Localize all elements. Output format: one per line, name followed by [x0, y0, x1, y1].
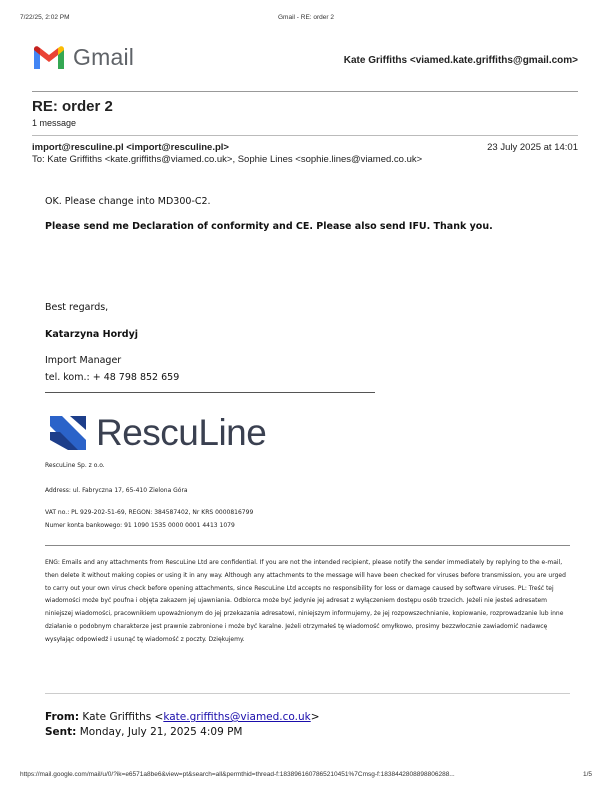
company-name: RescuLine Sp. z o.o.	[45, 462, 105, 469]
header-divider	[32, 91, 578, 92]
message-date: 23 July 2025 at 14:01	[487, 142, 578, 153]
company-address: Address: ul. Fabryczna 17, 65-410 Zielona Góra	[45, 487, 188, 494]
forwarded-from-close: >	[310, 711, 320, 723]
print-footer	[20, 771, 592, 781]
message-to: To: Kate Griffiths <kate.griffiths@viamed.co.uk>, Sophie Lines <sophie.lines@viamed.co.uk>	[32, 154, 423, 165]
signer-phone: tel. kom.: + 48 798 852 659	[45, 372, 180, 383]
forwarded-from-label: From:	[45, 711, 80, 723]
gmail-envelope-icon	[32, 45, 66, 71]
gmail-logo[interactable]	[32, 44, 134, 71]
forwarded-sent-value: Monday, July 21, 2025 4:09 PM	[79, 726, 243, 738]
forwarded-sent	[45, 726, 242, 738]
company-vat: VAT no.: PL 929-202-51-69, REGON: 384587402, Nr KRS 0000816799	[45, 509, 254, 516]
message-header	[32, 142, 578, 165]
forwarded-sent-label: Sent:	[45, 726, 77, 738]
body-regards: Best regards,	[45, 302, 109, 313]
forwarded-from-email-link[interactable]: kate.griffiths@viamed.co.uk	[163, 711, 311, 723]
signer-role: Import Manager	[45, 355, 122, 366]
print-datetime: 7/22/25, 2:02 PM	[20, 14, 70, 21]
signer-name: Katarzyna Hordyj	[45, 329, 139, 340]
forwarded-from-name: Kate Griffiths <	[82, 711, 164, 723]
resculine-mark-icon	[48, 414, 88, 452]
disclaimer-rule-top	[45, 545, 570, 546]
subject-divider	[32, 135, 578, 136]
forwarded-from	[45, 711, 320, 723]
disclaimer-rule-bottom	[45, 693, 570, 694]
resculine-wordmark: RescuLine	[96, 412, 267, 453]
print-url: https://mail.google.com/mail/u/0/?ik=e6571a8be6&view=pt&search=all&permthid=thread-f:1838961607865210451%7Cmsg-f:1838442808898806288...	[20, 771, 455, 778]
signature-rule	[45, 392, 375, 393]
body-line-1: OK. Please change into MD300-C2.	[45, 196, 211, 207]
print-page-number: 1/5	[582, 771, 592, 778]
disclaimer-text: ENG: Emails and any attachments from RescuLine Ltd are confidential. If you are not the intended recipient, please notify the sender immediately by replying to the e-mail, then delete it without making copies or using it in any way. Although any attachments to the message will have been checked for viruses before transmission, you are urged to carry out your own virus check before opening attachments, since RescuLine Ltd accepts no responsibility for loss or damage caused by software viruses. PL: Treść tej wiadomości może być poufna i objęta zakazem jej ujawniania. Odbiorca może być jedynie jej adresat z wyłączeniem dostępu osób trzecich. Jeżeli nie jesteś adresatem niniejszej wiadomości, pracownikiem upoważnionym do jej przekazania adresatowi, niniejszym informujemy, że jej rozpowszechnianie, kopiowanie, rozprowadzanie lub inne działanie o podobnym charakterze jest prawnie zabronione i może być karalne. Jeżeli otrzymałeś tę wiadomość omyłkowo, prosimy bezzwłocznie zawiadomić nadawcę wysyłając odpowiedź i usunąć tę wiadomość z poczty. Dziękujemy.	[45, 559, 566, 643]
body-line-2: Please send me Declaration of conformity and CE. Please also send IFU. Thank you.	[45, 221, 493, 232]
resculine-logo	[48, 412, 266, 454]
print-header	[20, 14, 592, 24]
message-count: 1 message	[32, 118, 77, 128]
account-email: Kate Griffiths <viamed.kate.griffiths@gmail.com>	[343, 55, 578, 66]
thread-subject: RE: order 2	[32, 98, 113, 115]
company-bank: Numer konta bankowego: 91 1090 1535 0000 0001 4413 1079	[45, 522, 235, 529]
gmail-wordmark: Gmail	[73, 44, 135, 70]
gmail-header	[32, 44, 578, 78]
print-title: Gmail - RE: order 2	[278, 14, 334, 21]
message-from: import@resculine.pl <import@resculine.pl>	[32, 142, 229, 153]
